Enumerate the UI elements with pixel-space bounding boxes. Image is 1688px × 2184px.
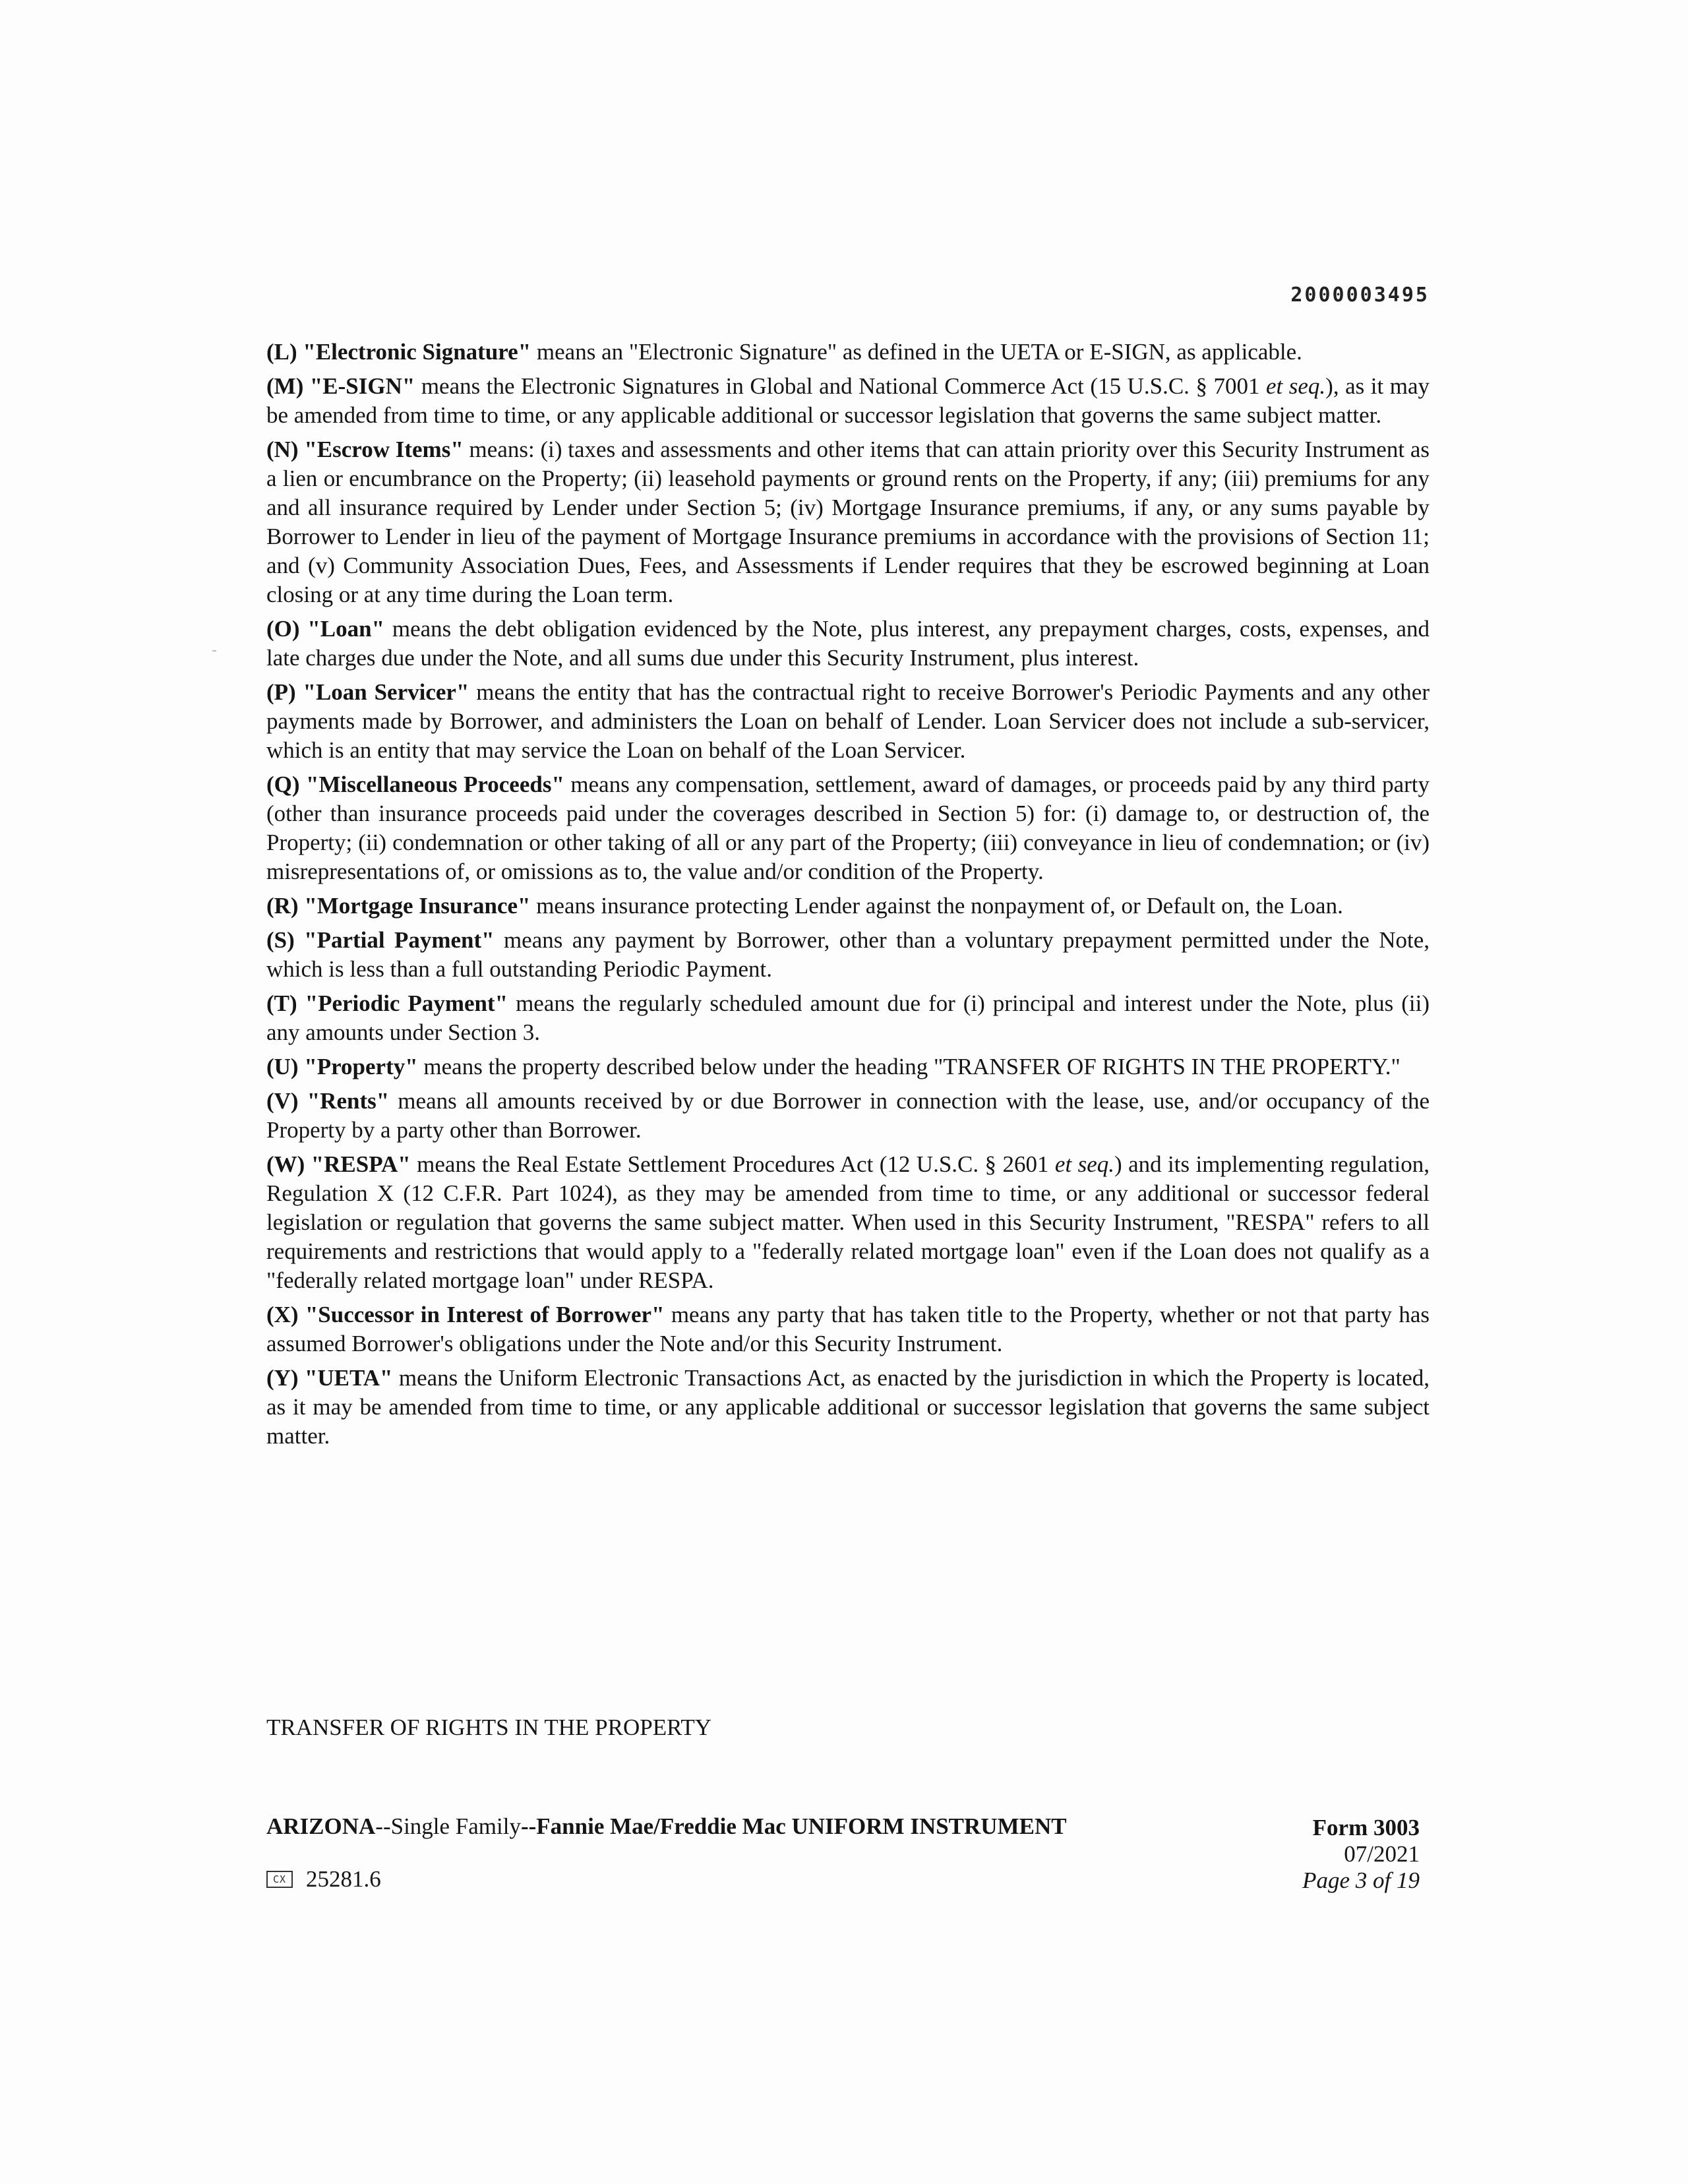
definition-electronic-signature — [266, 338, 1430, 367]
definition-term: (P) "Loan Servicer" — [266, 679, 469, 705]
definition-periodic-payment — [266, 989, 1430, 1047]
footer-code — [266, 1865, 381, 1894]
definition-term: (N) "Escrow Items" — [266, 437, 464, 462]
footer-separator: -- — [375, 1813, 391, 1839]
definition-term: (V) "Rents" — [266, 1088, 390, 1114]
document-code: 25281.6 — [306, 1866, 381, 1892]
form-name: Form 3003 — [1312, 1815, 1420, 1840]
definition-e-sign — [266, 372, 1430, 430]
definition-text: means insurance protecting Lender against the nonpayment of, or Default on, the Loan. — [530, 893, 1343, 919]
definition-text: means the regularly scheduled amount due for (i) principal and interest under the Note, plus (ii) any amounts under Section 3. — [266, 990, 1430, 1045]
definition-text: means the Uniform Electronic Transactions Act, as enacted by the jurisdiction in which the Property is located, as it may be amended from time to time, or any applicable additional or successor legislation that governs the same subject matter. — [266, 1365, 1430, 1449]
definition-term: (T) "Periodic Payment" — [266, 990, 508, 1016]
definition-miscellaneous-proceeds — [266, 770, 1430, 886]
definition-term: (O) "Loan" — [266, 616, 385, 642]
definition-loan — [266, 615, 1430, 673]
definition-text: means: (i) taxes and assessments and other items that can attain priority over this Security Instrument as a lien or encumbrance on the Property; (ii) leasehold payments or ground rents on the Property, if any; (iii) premiums for any and all insurance required by Lender under Section 5; (iv) Mortgage Insurance premiums, if any, or any sums payable by Borrower to Lender in lieu of the payment of Mortgage Insurance premiums in accordance with the provisions of Section 11; and (v) Community Association Dues, Fees, and Assessments if Lender requires that they be escrowed beginning at Loan closing or at any time during the Loan term. — [266, 437, 1430, 607]
definition-term: (W) "RESPA" — [266, 1151, 411, 1177]
definition-loan-servicer — [266, 678, 1430, 765]
definition-term: (R) "Mortgage Insurance" — [266, 893, 531, 919]
definition-escrow-items — [266, 435, 1430, 609]
page-number: Page 3 of 19 — [1302, 1867, 1420, 1893]
footer-state: ARIZONA — [266, 1813, 376, 1839]
definition-text: means all amounts received by or due Borrower in connection with the lease, use, and/or occupancy of the Property by a party other than Borrower. — [266, 1088, 1430, 1143]
form-info — [1302, 1815, 1420, 1894]
definition-term: (S) "Partial Payment" — [266, 927, 495, 953]
definition-respa — [266, 1150, 1430, 1295]
definition-term: (Y) "UETA" — [266, 1365, 393, 1391]
footer-separator: -- — [520, 1813, 537, 1839]
definition-text: means any payment by Borrower, other than a voluntary prepayment permitted under the Note, which is less than a full outstanding Periodic Payment. — [266, 927, 1430, 982]
definition-successor-in-interest — [266, 1300, 1430, 1358]
definition-term: (M) "E-SIGN" — [266, 373, 415, 399]
definition-ueta — [266, 1364, 1430, 1451]
definition-property — [266, 1052, 1430, 1081]
definition-text: ) and its implementing regulation, Regulation X (12 C.F.R. Part 1024), as they may be amended from time to time, or any additional or successor federal legislation or regulation that governs the same subject matter. When used in this Security Instrument, "RESPA" refers to all requirements and restrictions that would apply to a "federally related mortgage loan" even if the Loan does not qualify as a "federally related mortgage loan" under RESPA. — [266, 1151, 1430, 1293]
definition-text: means the Electronic Signatures in Global and National Commerce Act (15 U.S.C. § 7001 — [415, 373, 1266, 399]
definition-text: ), as it may be amended from time to time, or any applicable additional or successor legislation that governs the same subject matter. — [266, 373, 1430, 428]
footer-instrument: Fannie Mae/Freddie Mac UNIFORM INSTRUMENT — [536, 1813, 1067, 1839]
definition-term: (Q) "Miscellaneous Proceeds" — [266, 772, 564, 797]
definition-term: (U) "Property" — [266, 1054, 418, 1079]
scan-speck — [212, 650, 216, 652]
footer-instrument-title — [266, 1812, 1067, 1841]
definition-citation-italic: et seq. — [1054, 1151, 1114, 1177]
footer-family: Single Family — [390, 1813, 521, 1839]
definition-text: means the entity that has the contractual right to receive Borrower's Periodic Payments and any other payments made by Borrower, and administers the Loan on behalf of Lender. Loan Servicer does not include a sub-servicer, which is an entity that may service the Loan on behalf of the Loan Servicer. — [266, 679, 1430, 763]
definition-text: means the debt obligation evidenced by the Note, plus interest, any prepayment charges, costs, expenses, and late charges due under the Note, and all sums due under this Security Instrument, plus interest. — [266, 616, 1430, 671]
definition-term: (L) "Electronic Signature" — [266, 339, 531, 365]
form-date: 07/2021 — [1344, 1841, 1420, 1867]
definition-text: means the Real Estate Settlement Procedures Act (12 U.S.C. § 2601 — [410, 1151, 1055, 1177]
definition-citation-italic: et seq. — [1265, 373, 1326, 399]
definition-text: means the property described below under the heading "TRANSFER OF RIGHTS IN THE PROPERTY." — [417, 1054, 1401, 1079]
section-heading: TRANSFER OF RIGHTS IN THE PROPERTY — [266, 1714, 711, 1740]
document-number: 2000003495 — [1290, 284, 1430, 307]
definitions-list — [266, 338, 1430, 1456]
cx-document-icon: CX — [266, 1871, 293, 1888]
definition-text: means an "Electronic Signature" as defined in the UETA or E-SIGN, as applicable. — [531, 339, 1302, 365]
definition-partial-payment — [266, 926, 1430, 984]
definition-term: (X) "Successor in Interest of Borrower" — [266, 1302, 665, 1327]
definition-rents — [266, 1087, 1430, 1145]
definition-text: means any party that has taken title to the Property, whether or not that party has assumed Borrower's obligations under the Note and/or this Security Instrument. — [266, 1302, 1430, 1356]
definition-text: means any compensation, settlement, award of damages, or proceeds paid by any third party (other than insurance proceeds paid under the coverages described in Section 5) for: (i) damage to, or destruction of, the Property; (ii) condemnation or other taking of all or any part of the Property; (iii) conveyance in lieu of condemnation; or (iv) misrepresentations of, or omissions as to, the value and/or condition of the Property. — [266, 772, 1430, 884]
definition-mortgage-insurance — [266, 892, 1430, 921]
